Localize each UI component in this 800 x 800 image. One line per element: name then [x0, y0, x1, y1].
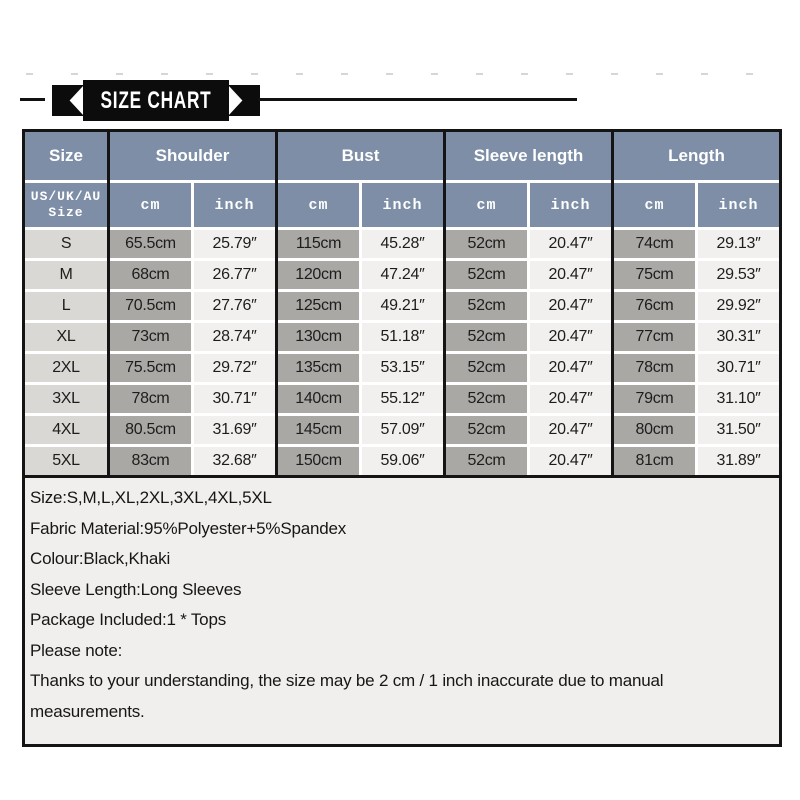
measurement-cell: 78cm [614, 354, 695, 382]
size-chart-ribbon [83, 80, 229, 121]
measurement-cell: 81cm [614, 447, 695, 475]
banner-title: SIZE CHART [100, 86, 212, 114]
measurement-cell: 75.5cm [110, 354, 191, 382]
measurement-cell: 31.50″ [698, 416, 779, 444]
size-table [25, 132, 779, 475]
size-label: 3XL [25, 385, 107, 413]
unit-header-inch: inch [698, 183, 779, 227]
measurement-cell: 73cm [110, 323, 191, 351]
measurement-cell: 30.71″ [698, 354, 779, 382]
measurement-cell: 27.76″ [194, 292, 275, 320]
unit-header-cm: cm [110, 183, 191, 227]
detail-line-colour: Colour:Black,Khaki [30, 549, 171, 568]
size-standard-line1: US/UK/AU [30, 189, 102, 204]
group-divider-line [611, 132, 614, 475]
measurement-cell: 52cm [446, 447, 527, 475]
measurement-cell: 140cm [278, 385, 359, 413]
measurement-cell: 20.47″ [530, 230, 611, 258]
size-label: XL [25, 323, 107, 351]
measurement-cell: 145cm [278, 416, 359, 444]
measurement-cell: 28.74″ [194, 323, 275, 351]
measurement-cell: 83cm [110, 447, 191, 475]
detail-line-package: Package Included:1 * Tops [30, 610, 226, 629]
measurement-cell: 120cm [278, 261, 359, 289]
size-label: S [25, 230, 107, 258]
unit-header-inch: inch [194, 183, 275, 227]
measurement-cell: 52cm [446, 354, 527, 382]
measurement-cell: 115cm [278, 230, 359, 258]
banner-left-dash [20, 98, 45, 101]
ribbon-right-tail [228, 85, 260, 116]
measurement-cell: 53.15″ [362, 354, 443, 382]
measurement-cell: 52cm [446, 416, 527, 444]
measurement-cell: 57.09″ [362, 416, 443, 444]
unit-header-cm: cm [614, 183, 695, 227]
size-standard-line2: Size [48, 205, 84, 220]
measurement-cell: 68cm [110, 261, 191, 289]
measurement-cell: 70.5cm [110, 292, 191, 320]
size-label: 5XL [25, 447, 107, 475]
measurement-cell: 20.47″ [530, 292, 611, 320]
measurement-cell: 55.12″ [362, 385, 443, 413]
size-label: 2XL [25, 354, 107, 382]
measurement-cell: 150cm [278, 447, 359, 475]
unit-header-inch: inch [362, 183, 443, 227]
measurement-cell: 80.5cm [110, 416, 191, 444]
detail-line-sleeve: Sleeve Length:Long Sleeves [30, 579, 242, 599]
measurement-cell: 20.47″ [530, 323, 611, 351]
measurement-cell: 30.31″ [698, 323, 779, 351]
measurement-cell: 20.47″ [530, 447, 611, 475]
banner-rule-line [258, 98, 577, 101]
measurement-cell: 130cm [278, 323, 359, 351]
size-label: 4XL [25, 416, 107, 444]
measurement-cell: 65.5cm [110, 230, 191, 258]
size-standard-header [25, 183, 107, 227]
unit-header-inch: inch [530, 183, 611, 227]
measurement-cell: 29.92″ [698, 292, 779, 320]
ribbon-left-tail [52, 85, 84, 116]
measurement-cell: 51.18″ [362, 323, 443, 351]
col-header-size: Size [25, 132, 107, 180]
measurement-cell: 20.47″ [530, 416, 611, 444]
measurement-cell: 125cm [278, 292, 359, 320]
measurement-cell: 32.68″ [194, 447, 275, 475]
measurement-cell: 31.89″ [698, 447, 779, 475]
measurement-cell: 74cm [614, 230, 695, 258]
size-label: L [25, 292, 107, 320]
product-details [25, 478, 779, 744]
measurement-cell: 30.71″ [194, 385, 275, 413]
measurement-cell: 49.21″ [362, 292, 443, 320]
group-divider-line [443, 132, 446, 475]
col-header-sleeve-length: Sleeve length [446, 132, 611, 180]
measurement-cell: 77cm [614, 323, 695, 351]
measurement-cell: 47.24″ [362, 261, 443, 289]
measurement-cell: 29.72″ [194, 354, 275, 382]
measurement-cell: 20.47″ [530, 261, 611, 289]
detail-line-fabric: Fabric Material:95%Polyester+5%Spandex [30, 518, 347, 538]
measurement-cell: 59.06″ [362, 447, 443, 475]
measurement-cell: 75cm [614, 261, 695, 289]
group-divider-line [107, 132, 110, 475]
measurement-cell: 29.13″ [698, 230, 779, 258]
col-header-bust: Bust [278, 132, 443, 180]
measurement-cell: 20.47″ [530, 354, 611, 382]
measurement-cell: 52cm [446, 385, 527, 413]
measurement-cell: 135cm [278, 354, 359, 382]
measurement-cell: 31.10″ [698, 385, 779, 413]
measurement-cell: 80cm [614, 416, 695, 444]
col-header-length: Length [614, 132, 779, 180]
measurement-cell: 52cm [446, 230, 527, 258]
size-chart-box [22, 129, 782, 747]
measurement-cell: 76cm [614, 292, 695, 320]
measurement-cell: 31.69″ [194, 416, 275, 444]
unit-header-cm: cm [446, 183, 527, 227]
measurement-cell: 52cm [446, 261, 527, 289]
measurement-cell: 79cm [614, 385, 695, 413]
measurement-cell: 52cm [446, 323, 527, 351]
detail-line-sizes: Size:S,M,L,XL,2XL,3XL,4XL,5XL [30, 488, 272, 507]
size-label: M [25, 261, 107, 289]
measurement-cell: 52cm [446, 292, 527, 320]
decorative-dotted-line [26, 73, 786, 75]
measurement-cell: 29.53″ [698, 261, 779, 289]
col-header-shoulder: Shoulder [110, 132, 275, 180]
detail-line-note-heading: Please note: [30, 640, 123, 660]
measurement-cell: 25.79″ [194, 230, 275, 258]
detail-line-note-text: Thanks to your understanding, the size may be 2 cm / 1 inch inaccurate due to manual measurements. [30, 671, 664, 721]
measurement-cell: 20.47″ [530, 385, 611, 413]
measurement-cell: 45.28″ [362, 230, 443, 258]
measurement-cell: 78cm [110, 385, 191, 413]
measurement-cell: 26.77″ [194, 261, 275, 289]
unit-header-cm: cm [278, 183, 359, 227]
group-divider-line [275, 132, 278, 475]
